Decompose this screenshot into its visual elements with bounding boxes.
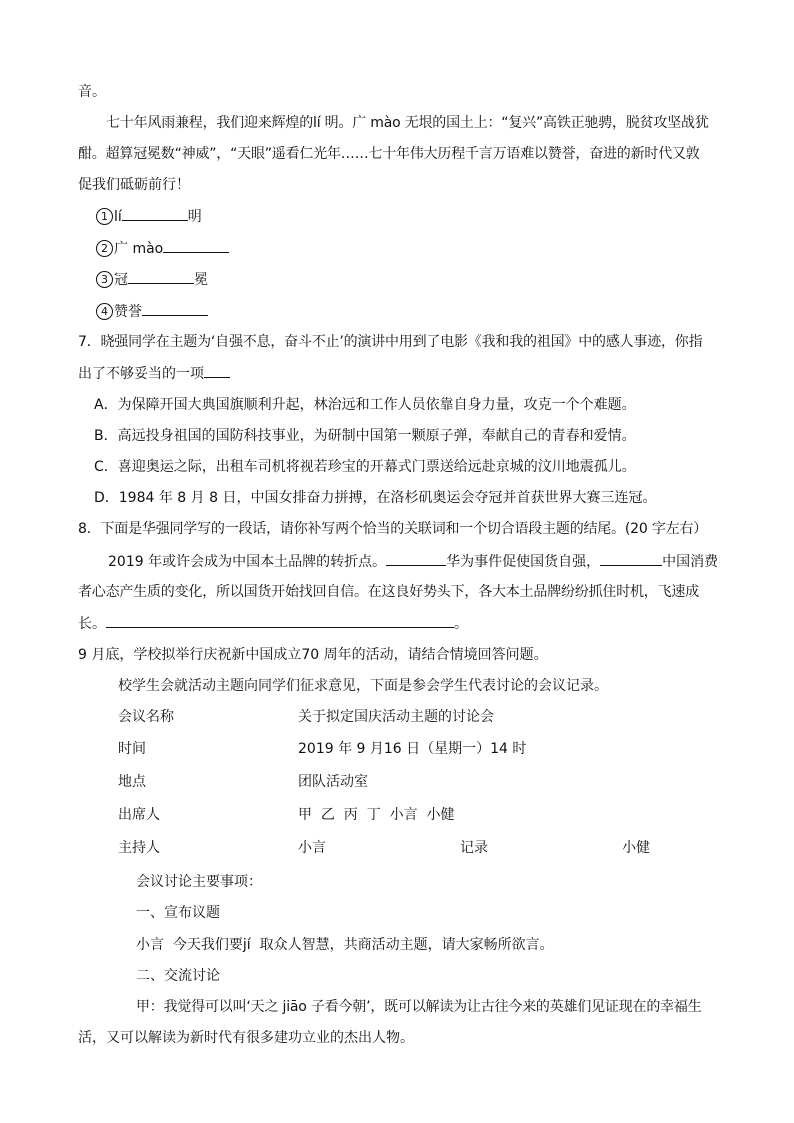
item-prefix: lí xyxy=(114,209,122,225)
question-8-paragraph xyxy=(78,613,468,633)
text-line: 七十年风雨兼程，我们迎来辉煌的lí 明。广 mào 无垠的国土上：“复兴”高铁正驰骋，脱贫攻坚战犹 xyxy=(106,115,709,131)
item-number: 1 xyxy=(96,208,113,225)
question-8-paragraph xyxy=(108,551,718,571)
paragraph-text: 长。 xyxy=(78,616,106,632)
minutes-section: 一、宣布议题 xyxy=(136,905,220,921)
option-d: D．1984 年 8 月 8 日，中国女排奋力拼搏，在洛杉矶奥运会夺冠并首获世界大赛三连冠。 xyxy=(94,490,657,506)
paragraph-text: 华为事件促使国货自强， xyxy=(446,554,601,570)
question-9-stem: 9 月底，学校拟举行庆祝新中国成立70 周年的活动，请结合情境回答问题。 xyxy=(78,647,548,663)
item-prefix: 冠 xyxy=(114,272,128,288)
table-value: 团队活动室 xyxy=(298,774,368,790)
table-value: 小健 xyxy=(622,840,650,856)
paragraph-text: 。 xyxy=(454,616,468,632)
table-key: 地点 xyxy=(118,774,146,790)
text-line: 促我们砥砺前行！ xyxy=(78,177,190,193)
minutes-text: 甲：我觉得可以叫‘天之 jiāo 子看今朝’，既可以解读为让古往今来的英雄们见证现在的幸福生 xyxy=(136,999,702,1015)
table-key: 记录 xyxy=(460,840,488,856)
item-number: 4 xyxy=(96,303,113,320)
fill-item xyxy=(96,269,208,289)
table-value: 小言 xyxy=(298,840,326,856)
minutes-heading: 会议讨论主要事项： xyxy=(136,874,262,890)
answer-blank[interactable] xyxy=(600,551,662,566)
table-value: 甲 乙 丙 丁 小言 小健 xyxy=(298,807,455,823)
answer-blank[interactable] xyxy=(204,363,230,378)
option-c: C．喜迎奥运之际，出租车司机将视若珍宝的开幕式门票送给远赴京城的汶川地震孤儿。 xyxy=(94,459,636,475)
item-number: 3 xyxy=(96,271,113,288)
table-key: 主持人 xyxy=(118,840,160,856)
item-prefix: 赞誉 xyxy=(114,304,142,320)
item-suffix: 明 xyxy=(187,209,202,225)
answer-blank[interactable] xyxy=(163,238,229,253)
answer-blank[interactable] xyxy=(386,551,446,566)
paragraph-text: 中国消费 xyxy=(662,554,719,570)
question-7-stem-text: 出了不够妥当的一项 xyxy=(78,366,204,382)
option-b: B．高远投身祖国的国防科技事业，为研制中国第一颗原子弹，奉献自己的青春和爱情。 xyxy=(94,428,636,444)
table-key: 时间 xyxy=(118,741,146,757)
table-value: 关于拟定国庆活动主题的讨论会 xyxy=(298,709,494,725)
table-key: 会议名称 xyxy=(118,709,174,725)
option-a: A．为保障开国大典国旗顺利升起，林治远和工作人员依靠自身力量，攻克一个个难题。 xyxy=(94,397,636,413)
question-7-stem: 7．晓强同学在主题为‘自强不息，奋斗不止’的演讲中用到了电影《我和我的祖国》中的感人事迹，你指 xyxy=(78,334,703,350)
question-8-paragraph: 者心态产生质的变化，所以国货开始找回自信。在这良好势头下，各大本土品牌纷纷抓住时机，飞速成 xyxy=(78,584,699,600)
table-value: 2019 年 9 月16 日（星期一）14 时 xyxy=(298,741,527,757)
fill-item xyxy=(96,301,208,321)
item-suffix: 冕 xyxy=(194,272,208,288)
table-key: 出席人 xyxy=(118,807,160,823)
question-9-intro: 校学生会就活动主题向同学们征求意见，下面是参会学生代表讨论的会议记录。 xyxy=(118,678,608,694)
paragraph-text: 2019 年或许会成为中国本土品牌的转折点。 xyxy=(108,554,387,570)
item-number: 2 xyxy=(96,240,113,257)
text-line: 酣。超算冠冕数“神威”，“天眼”遥看仁光年……七十年伟大历程千言万语难以赞誉，奋进的新时代又敦 xyxy=(78,146,700,162)
answer-blank[interactable] xyxy=(106,613,454,628)
item-prefix: 广 mào xyxy=(114,241,164,257)
minutes-text: 小言 今天我们要jí 取众人智慧，共商活动主题，请大家畅所欲言。 xyxy=(136,937,554,953)
minutes-section: 二、交流讨论 xyxy=(136,968,220,984)
answer-blank[interactable] xyxy=(128,269,194,284)
fill-item xyxy=(96,238,229,258)
minutes-text: 活，又可以解读为新时代有很多建功立业的杰出人物。 xyxy=(78,1030,414,1046)
text-line: 音。 xyxy=(78,84,106,100)
question-8-stem: 8．下面是华强同学写的一段话，请你补写两个恰当的关联词和一个切合语段主题的结尾。(20 字左右） xyxy=(78,521,708,537)
fill-item xyxy=(96,206,202,226)
answer-blank[interactable] xyxy=(122,206,188,221)
question-7-stem xyxy=(78,363,230,383)
answer-blank[interactable] xyxy=(142,301,208,316)
